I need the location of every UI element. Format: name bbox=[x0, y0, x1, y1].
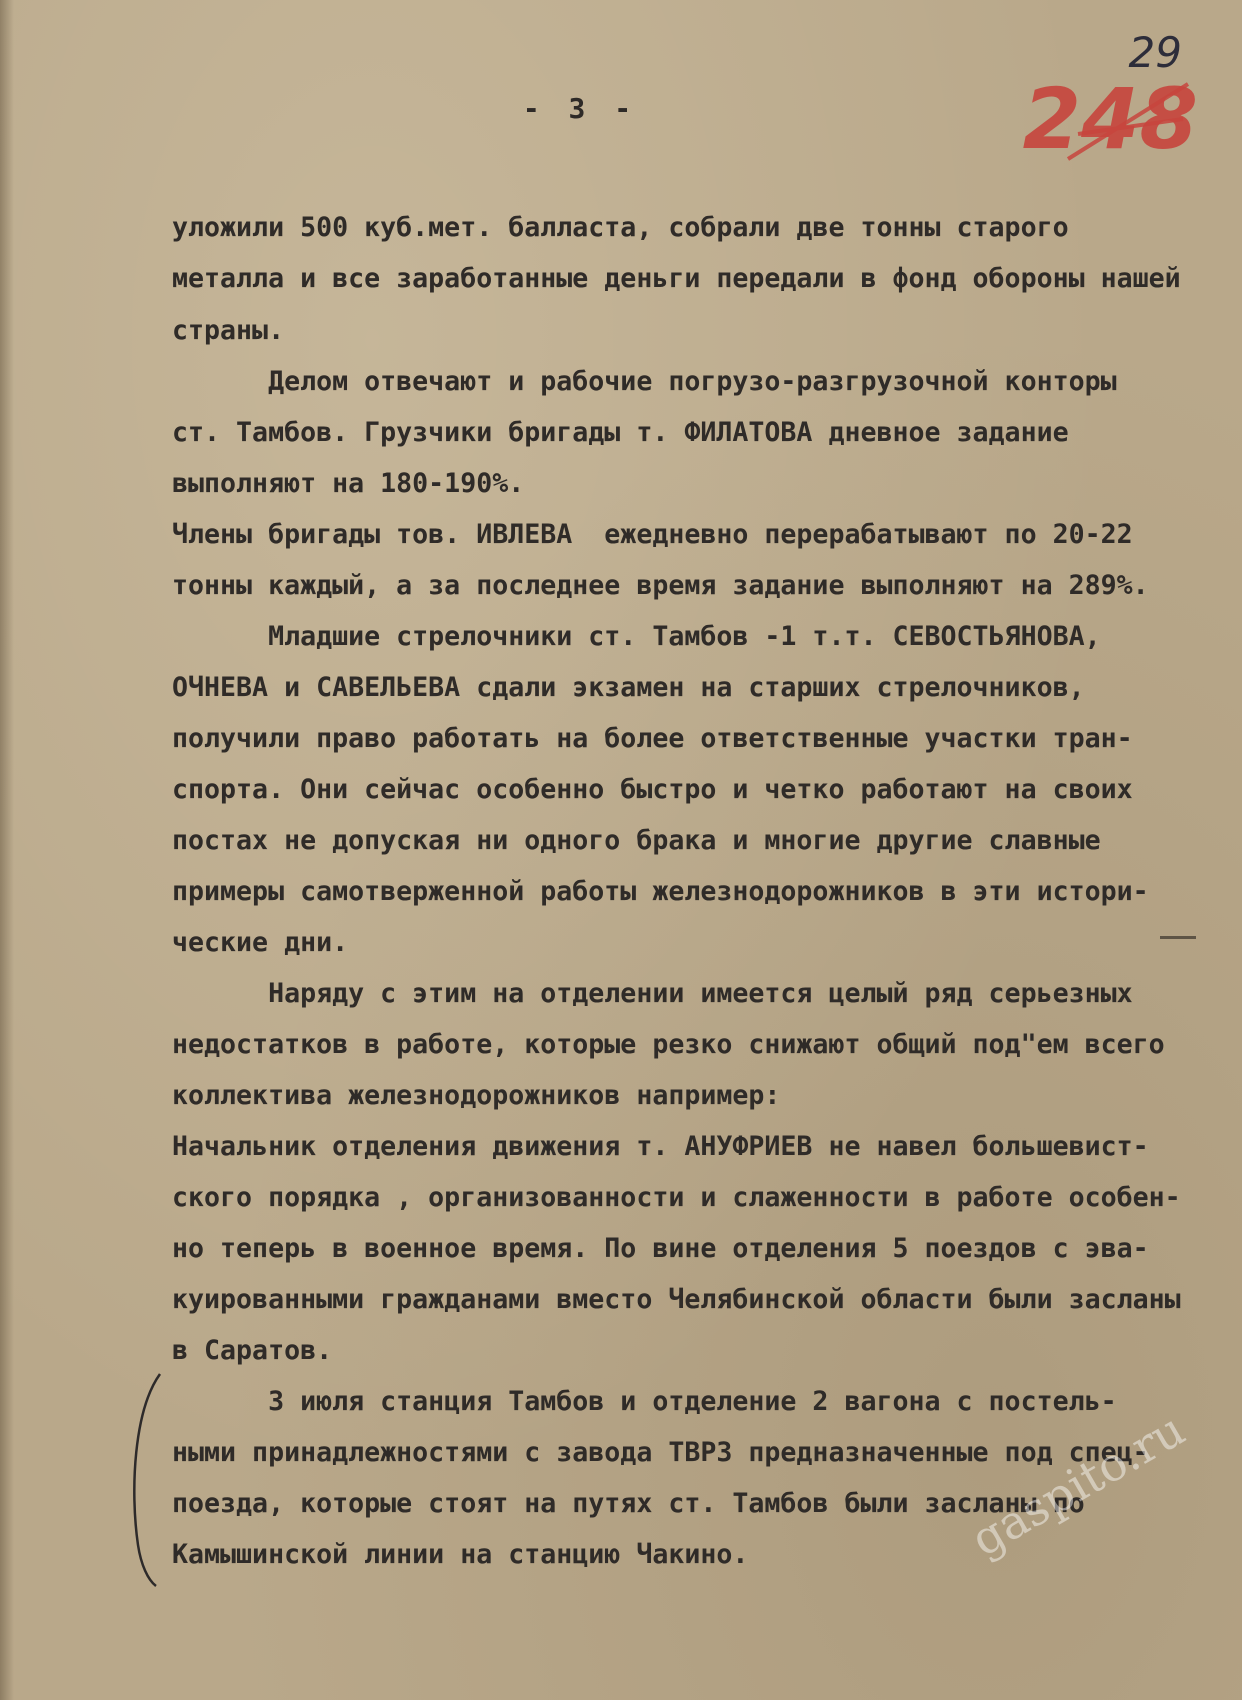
margin-bracket-mark bbox=[126, 1370, 166, 1590]
margin-dash-mark bbox=[1160, 936, 1196, 939]
text-line: но теперь в военное время. По вине отделения 5 поездов с эва- bbox=[172, 1233, 1149, 1264]
text-line: выполняют на 180-190%. bbox=[172, 468, 525, 499]
text-line: куированными гражданами вместо Челябинской области были засланы bbox=[172, 1284, 1181, 1315]
text-line: спорта. Они сейчас особенно быстро и четко работают на своих bbox=[172, 774, 1133, 805]
text-line: Члены бригады тов. ИВЛЕВА ежедневно перерабатывают по 20-22 bbox=[172, 519, 1133, 550]
text-line: Начальник отделения движения т. АНУФРИЕВ не навел большевист- bbox=[172, 1131, 1149, 1162]
watermark: gaspito.ru bbox=[962, 1401, 1194, 1567]
text-line: ОЧНЕВА и САВЕЛЬЕВА сдали экзамен на старших стрелочников, bbox=[172, 672, 1085, 703]
text-line: Камышинской линии на станцию Чакино. bbox=[172, 1539, 749, 1570]
text-line: 3 июля станция Тамбов и отделение 2 вагона с постель- bbox=[172, 1386, 1117, 1417]
text-line: ческие дни. bbox=[172, 927, 349, 958]
text-line: в Саратов. bbox=[172, 1335, 333, 1366]
page-number: - 3 - bbox=[522, 92, 638, 125]
text-line: постах не допуская ни одного брака и многие другие славные bbox=[172, 825, 1101, 856]
text-line: недостатков в работе, которые резко снижают общий под"ем всего bbox=[172, 1029, 1165, 1060]
text-line: примеры самотверженной работы железнодорожников в эти истори- bbox=[172, 876, 1149, 907]
crossed-sheet-number: 248 bbox=[1022, 70, 1198, 168]
text-line: коллектива железнодорожников например: bbox=[172, 1080, 781, 1111]
text-line: страны. bbox=[172, 315, 285, 346]
text-line: ст. Тамбов. Грузчики бригады т. ФИЛАТОВА дневное задание bbox=[172, 417, 1069, 448]
archive-sheet-number: 29 bbox=[1128, 28, 1182, 77]
text-line: металла и все заработанные деньги передали в фонд обороны нашей bbox=[172, 263, 1181, 294]
text-line: Делом отвечают и рабочие погрузо-разгрузочной конторы bbox=[172, 366, 1117, 397]
text-line: получили право работать на более ответственные участки тран- bbox=[172, 723, 1133, 754]
text-line: ными принадлежностями с завода ТВРЗ предназначенные под спец- bbox=[172, 1437, 1149, 1468]
text-line: тонны каждый, а за последнее время задание выполняют на 289%. bbox=[172, 570, 1149, 601]
text-line: уложили 500 куб.мет. балласта, собрали две тонны старого bbox=[172, 212, 1069, 243]
text-line: ского порядка , организованности и слаженности в работе особен- bbox=[172, 1182, 1181, 1213]
text-line: Наряду с этим на отделении имеется целый ряд серьезных bbox=[172, 978, 1133, 1009]
paper-edge-shadow bbox=[0, 0, 14, 1700]
text-line: Младшие стрелочники ст. Тамбов -1 т.т. СЕВОСТЬЯНОВА, bbox=[172, 621, 1101, 652]
text-line: поезда, которые стоят на путях ст. Тамбов были засланы по bbox=[172, 1488, 1085, 1519]
